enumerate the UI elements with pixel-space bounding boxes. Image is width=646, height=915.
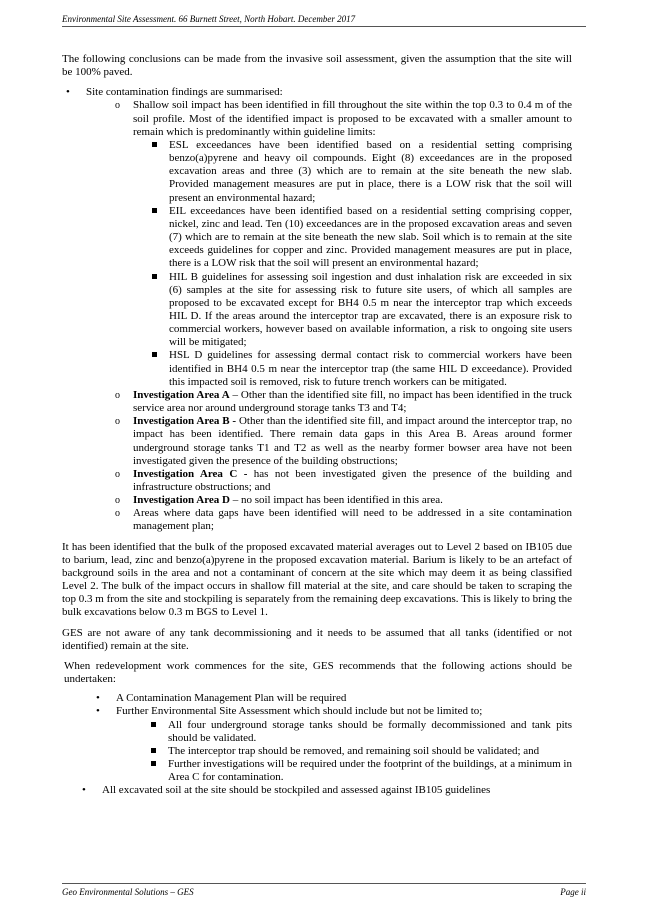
bullet-square xyxy=(151,748,156,753)
list-item xyxy=(115,494,572,507)
intro-paragraph: The following conclusions can be made from the invasive soil assessment, given the assumption that the site will be 100% paved. xyxy=(62,53,572,79)
running-header: Environmental Site Assessment. 66 Burnett Street, North Hobart. December 2017 xyxy=(62,14,586,27)
bullet-disc: • xyxy=(82,784,86,797)
list-item xyxy=(151,139,572,205)
esl-text: ESL exceedances have been identified based on a residential setting comprising benzo(a)pyrene and heavy oil compounds. Eight (8) exceedances are in the proposed excavation areas and three (3) which are to remain at the site beneath the new slab. Provided management measures are put in place, there is a LOW risk that the soil will present an environmental hazard; xyxy=(169,138,572,204)
bullet-circle: o xyxy=(115,416,120,428)
hil-text: HIL B guidelines for assessing soil ingestion and dust inhalation risk are exceeded in six (6) samples at the site for assessing risk to future site users, of which all samples are proposed to be excavated except for BH4 0.5 m near the interceptor trap which exceeds HIL D. If the areas around the interceptor trap are excavated, there is an exposure risk to commercial workers, however based on available information, a risk to ongoing site users will be mitigated; xyxy=(169,270,572,349)
list-item xyxy=(151,349,572,388)
bullet-disc: • xyxy=(96,692,100,705)
list-item xyxy=(96,692,572,705)
area-b-text: Other than the identified site fill, and impact around the interceptor trap, no impact has been identified. There remain data gaps in this Area B. Areas around former underground storage tanks T1 and T2 as well as the nearby former bowser area have not been investigated given the presence of the building obstructions; xyxy=(133,415,572,467)
tank-paragraph: GES are not aware of any tank decommissioning and it needs to be assumed that all tanks (identified or not identified) remain at the site. xyxy=(62,626,572,652)
page-number: Page ii xyxy=(560,887,586,897)
bullet-disc: • xyxy=(96,705,100,718)
hsl-text: HSL D guidelines for assessing dermal contact risk to commercial workers have been identified in BH4 0.5 m near the interceptor trap (the same HIL D exceedance). Provided this impacted soil is removed, risk to future trench workers can be mitigated. xyxy=(169,349,572,388)
eil-text: EIL exceedances have been identified based on a residential setting comprising copper, nickel, zinc and lead. Ten (10) exceedances are in the proposed excavation areas and seven (7) which are to remain at the site beneath the new slab. Soil which is to remain at the site exceeds guidelines for copper and zinc. Provided management measures are put in place, there is a LOW risk that the soil will present an environmental hazard; xyxy=(169,204,572,270)
findings-sublist xyxy=(62,99,572,533)
bullet-square xyxy=(152,142,157,147)
bullet-square xyxy=(151,761,156,766)
exceedance-list xyxy=(133,139,572,389)
bullet-disc: • xyxy=(66,86,70,99)
esa-sublist xyxy=(116,719,572,785)
bullet-circle: o xyxy=(115,100,120,112)
list-item xyxy=(115,99,572,388)
findings-heading: Site contamination findings are summarised: xyxy=(86,86,283,99)
list-item xyxy=(115,507,572,533)
page-body xyxy=(62,53,572,797)
area-c-text: has not been investigated given the presence of the building and infrastructure obstructions; and xyxy=(133,467,572,493)
list-item xyxy=(82,784,572,797)
list-item xyxy=(115,389,572,415)
actions-list xyxy=(62,692,572,797)
list-item xyxy=(96,705,572,784)
level-classification-paragraph: It has been identified that the bulk of the proposed excavated material averages out to Level 2 based on IB105 due to barium, lead, zinc and benzo(a)pyrene in the proposed excavation material. Barium is likely to be an artefact of background soils in the area and not a contaminant of concern at the site which may deem it as being classified Level 2. The bulk of the impact occurs in shallow fill material at the site, and care should be taken to scraping the top 0.3 m from the site and stockpiling is separately from the remaining deep excavations. This is likely to bring the bulk excavations below 0.3 m BGS to Level 1. xyxy=(62,540,572,619)
area-a-text: – Other than the identified site fill, no impact has been identified in the truck service area nor around underground storage tanks T3 and T4; xyxy=(133,388,572,415)
bullet-circle: o xyxy=(115,468,120,480)
list-item xyxy=(115,468,572,494)
list-item xyxy=(150,719,572,745)
footer-company: Geo Environmental Solutions – GES xyxy=(62,887,194,897)
running-footer xyxy=(62,883,586,897)
list-item xyxy=(115,415,572,468)
bullet-square xyxy=(152,352,157,357)
esa-text: Further Environmental Site Assessment which should include but not be limited to; xyxy=(116,705,483,718)
list-item xyxy=(150,758,572,784)
list-item xyxy=(151,271,572,350)
cmp-text: A Contamination Management Plan will be required xyxy=(116,692,347,705)
tank-decommission-text: All four underground storage tanks should be formally decommissioned and tank pits should be validated. xyxy=(168,718,572,744)
shallow-impact-text: Shallow soil impact has been identified in fill throughout the site within the top 0.3 to 0.4 m of the soil profile. Most of the identified impact is proposed to be excavated with a smaller amount to remain which is predominantly within guideline limits: xyxy=(133,99,572,138)
findings-list xyxy=(62,86,572,533)
bullet-square xyxy=(151,722,156,727)
bullet-circle: o xyxy=(115,495,120,507)
bullet-square xyxy=(152,208,157,213)
area-d-text: – no soil impact has been identified in this area. xyxy=(229,494,443,507)
list-item xyxy=(62,86,572,533)
area-b-label: Investigation Area B - xyxy=(133,415,237,428)
stockpile-text: All excavated soil at the site should be stockpiled and assessed against IB105 guidelines xyxy=(102,784,491,797)
bullet-circle: o xyxy=(115,508,120,520)
interceptor-trap-text: The interceptor trap should be removed, and remaining soil should be validated; and xyxy=(168,744,540,757)
bullet-square xyxy=(152,274,157,279)
area-a-label: Investigation Area A xyxy=(133,388,230,401)
list-item xyxy=(150,745,572,758)
data-gaps-text: Areas where data gaps have been identified will need to be addressed in a site contamination management plan; xyxy=(133,507,572,533)
bullet-circle: o xyxy=(115,389,120,401)
area-c-label: Investigation Area C - xyxy=(133,467,248,480)
further-investigations-text: Further investigations will be required under the footprint of the buildings, at a minimum in Area C for contamination. xyxy=(168,757,572,784)
area-d-label: Investigation Area D xyxy=(133,494,230,507)
list-item xyxy=(151,205,572,271)
recommendations-intro: When redevelopment work commences for the site, GES recommends that the following actions should be undertaken: xyxy=(64,659,572,686)
